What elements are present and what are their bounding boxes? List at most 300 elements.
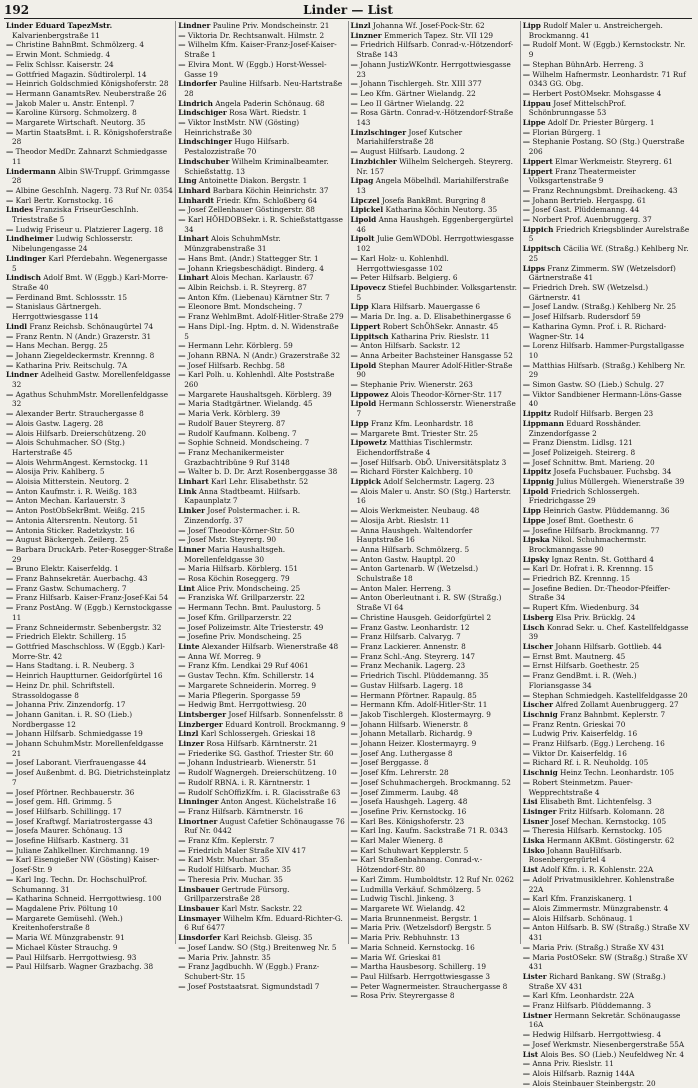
entry-details: Karl Mstr. Muchar. 35 <box>187 855 270 865</box>
entry-details: Maria Dr. Ing. a. D. Elisabethinergasse 6 <box>360 312 512 322</box>
directory-entry <box>6 894 173 904</box>
directory-entry <box>6 603 173 622</box>
directory-entry <box>6 758 173 768</box>
directory-entry <box>178 836 345 846</box>
directory-entry <box>351 332 518 342</box>
entry-name: — <box>350 428 358 438</box>
entry-name: — <box>178 215 186 225</box>
directory-entry <box>523 157 690 167</box>
directory-entry <box>523 749 690 759</box>
entry-name: — <box>350 826 358 836</box>
entry-details: Maria Wf. Grieskai 81 <box>360 952 442 962</box>
entry-details: Alois Gastw. Lagerg. 28 <box>15 418 104 428</box>
directory-entry <box>178 797 345 807</box>
entry-name: — <box>6 933 14 943</box>
directory-entry <box>523 953 690 972</box>
entry-details: Josefine Hilfsarb. Kastnerg. 31 <box>15 836 130 846</box>
directory-entry <box>178 623 345 633</box>
directory-entry <box>523 1079 690 1088</box>
directory-entry <box>523 797 690 807</box>
entry-name: Lindschuber <box>178 156 230 166</box>
entry-details: Franz Dienstm. Lidlsg. 121 <box>532 438 633 448</box>
directory-entry <box>6 293 173 303</box>
entry-name: — <box>350 952 358 962</box>
directory-entry <box>523 768 690 778</box>
directory-entry <box>523 778 690 797</box>
directory-entry <box>523 710 690 720</box>
entry-details: Franz Rechnungsbmt. Dreihackeng. 43 <box>532 185 678 195</box>
directory-entry <box>351 429 518 439</box>
directory-entry <box>523 574 690 584</box>
directory-entry <box>178 739 345 749</box>
directory-entry <box>351 361 518 380</box>
entry-name: — <box>6 69 14 79</box>
directory-entry <box>351 31 518 41</box>
entry-name: — <box>178 118 186 128</box>
directory-entry <box>6 962 173 972</box>
directory-entry <box>178 962 345 981</box>
entry-details: Jakob Maler u. Anstr. Entenpl. 7 <box>15 98 135 108</box>
entry-name: — <box>6 360 14 370</box>
directory-entry <box>178 157 345 176</box>
entry-details: Hermann GanamtsRev. Neuberstraße 26 <box>15 88 167 98</box>
entry-details: Franziska Wf. Grillparzerstr. 22 <box>187 593 305 603</box>
entry-details: Eduard Rosshänder. Zinzendorfgasse 2 <box>528 418 641 438</box>
entry-name: — <box>522 1039 531 1049</box>
entry-name: — <box>350 661 358 671</box>
directory-entry <box>351 351 518 361</box>
entry-name: — <box>350 719 358 729</box>
entry-details: Rudolf Wagnergeh. Dreierschützeng. 10 <box>187 768 337 778</box>
entry-details: Josef Polizeimstr. Alte Triesterstr. 49 <box>187 622 324 632</box>
entry-name: — <box>350 59 358 69</box>
directory-entry <box>178 652 345 662</box>
entry-details: Hermann Techn. Bmt. Paulustorg. 5 <box>187 603 321 613</box>
entry-details: Josef MittelschProf. Schönbrunngasse 53 <box>528 98 627 118</box>
entry-details: Viktor InstMstr. NW (Gösting) Heinrichstraße 30 <box>184 118 300 137</box>
entry-name: — <box>6 758 14 768</box>
directory-entry <box>351 846 518 856</box>
directory-entry <box>351 40 518 59</box>
directory-entry <box>6 855 173 874</box>
entry-details: Peter Wagnermeister. Strauchergasse 8 <box>360 981 508 991</box>
entry-name: — <box>350 991 358 1001</box>
directory-entry <box>178 778 345 788</box>
directory-entry <box>523 739 690 749</box>
directory-entry <box>351 108 518 127</box>
entry-name: — <box>522 748 531 758</box>
entry-name: Lipska <box>522 535 550 545</box>
directory-entry <box>6 661 173 671</box>
entry-details: Katharina Gymn. Prof. i. R. Richard-Wagner-Str. 14 <box>528 321 667 341</box>
entry-details: Wilhelm Hafnermstr. Leonhardstr. 71 Ruf 0343 GG. Obg. <box>528 69 686 89</box>
directory-entry <box>351 564 518 583</box>
entry-details: Franz Kfm. Leonhardstr. 18 <box>370 418 474 428</box>
entry-name: — <box>6 836 14 846</box>
entry-details: Karl HÖHDOBSekr. i. R. Schießstattgasse 34 <box>184 215 343 234</box>
entry-details: Maria Priv. Rebhuhnstr. 13 <box>360 933 460 943</box>
directory-entry <box>523 419 690 438</box>
entry-details: Josef gem. Hfl. Grimmg. 5 <box>15 797 112 807</box>
directory-entry <box>523 836 690 846</box>
directory-entry <box>351 855 518 874</box>
directory-entry <box>351 467 518 477</box>
directory-entry <box>178 710 345 720</box>
entry-name: — <box>178 535 186 545</box>
column-1 <box>4 21 176 972</box>
entry-name: Linhardt <box>178 195 214 205</box>
directory-entry <box>523 225 690 244</box>
entry-details: Hans Bmt. (Andr.) Stattegger Str. 1 <box>187 253 319 263</box>
entry-details: Josef Gast. Plüddemanng. 44 <box>532 205 640 215</box>
entry-name: Lipag <box>350 176 374 186</box>
entry-details: Anton Hilfsarb. Sackstr. 12 <box>360 341 461 351</box>
entry-name: — <box>6 962 14 972</box>
directory-entry <box>6 496 173 506</box>
directory-entry <box>178 875 345 885</box>
directory-entry <box>6 60 173 70</box>
entry-name: — <box>6 574 14 584</box>
entry-name: — <box>178 282 186 292</box>
directory-entry <box>351 205 518 215</box>
directory-entry <box>523 99 690 118</box>
entry-name: — <box>350 981 358 991</box>
entry-details: Karl Reichsb. Gleisg. 35 <box>223 933 313 943</box>
entry-name: Lindermann <box>6 166 56 176</box>
directory-entry <box>523 487 690 506</box>
entry-details: Sophie Schneid. Mondscheing. 7 <box>187 438 310 448</box>
entry-details: Franz Hilfsarb. Kärntnerstr. 16 <box>187 806 303 816</box>
entry-details: Johann Ziegeldeckermstr. Krennng. 8 <box>15 350 155 360</box>
directory-entry <box>6 205 173 224</box>
entry-details: Alois Hilfsarb. Schönaug. 1 <box>532 913 634 923</box>
directory-entry <box>351 749 518 759</box>
entry-name: — <box>6 118 14 128</box>
entry-details: Franz Bahnbmt. Keplerstr. 7 <box>560 709 666 719</box>
directory-entry <box>351 273 518 283</box>
directory-entry <box>178 322 345 341</box>
directory-entry <box>178 855 345 865</box>
entry-details: Josef Hilfsarb. Schillingg. 17 <box>15 806 122 816</box>
entry-name: — <box>522 903 531 913</box>
entry-name: Linzbichler <box>350 156 397 166</box>
entry-details: Kalvarienbergstraße 11 <box>12 30 100 40</box>
entry-name: — <box>522 651 531 661</box>
entry-details: Hugo Hilfsarb. Pestalozzistraße 70 <box>184 137 290 157</box>
entry-name: — <box>178 671 186 681</box>
entry-details: Karl Polh. u. Kohlenhdl. Alte Poststraße 260 <box>184 370 335 390</box>
entry-name: — <box>350 253 358 263</box>
entry-details: Anna Haushgeh. Eggenbergergürtel 46 <box>356 215 514 234</box>
directory-entry <box>351 962 518 972</box>
directory-entry <box>178 807 345 817</box>
entry-name: Linzl <box>350 21 371 30</box>
entry-name: Linsmayer <box>178 913 221 923</box>
entry-name: — <box>178 389 186 399</box>
entry-name: — <box>6 506 14 516</box>
entry-name: Lipickel <box>350 205 384 215</box>
entry-details: Josef Kfm. Lehrerstr. 28 <box>360 768 449 778</box>
entry-name: Lipold <box>350 360 377 370</box>
directory-entry <box>6 875 173 894</box>
entry-name: — <box>522 777 531 787</box>
directory-entry <box>523 390 690 409</box>
directory-entry <box>351 768 518 778</box>
entry-name: Lipp <box>522 506 541 516</box>
entry-details: Elmar Werkmeistr. Steyrerg. 61 <box>555 156 673 166</box>
entry-name: — <box>6 88 14 98</box>
entry-details: Anton Oberleutnant i. R. SW (Straßg.) Straße VI 64 <box>356 593 502 613</box>
entry-details: Alois SchuhmMstr. Münzgrabenstraße 31 <box>184 234 281 254</box>
entry-details: August Hilfsarb. Laudong. 2 <box>360 147 465 157</box>
entry-details: Maria Haushaltsgeh. Morellenfeldgasse 30 <box>184 544 286 564</box>
entry-details: Josef Landw. (Straßg.) Kehlberg Nr. 25 <box>532 302 677 312</box>
entry-name: Lisberg <box>522 612 554 622</box>
entry-details: Josef Zellenhauer Göstingerstr. 88 <box>187 205 315 215</box>
directory-entry <box>523 302 690 312</box>
entry-details: Gottfried Magazin. Südtirolerpl. 14 <box>15 69 147 79</box>
directory-entry <box>351 254 518 273</box>
entry-name: — <box>522 913 531 923</box>
directory-entry <box>178 264 345 274</box>
entry-name: Lipolt <box>350 234 375 244</box>
directory-entry <box>523 613 690 623</box>
directory-entry <box>178 370 345 389</box>
entry-name: — <box>178 438 186 448</box>
directory-entry <box>178 302 345 312</box>
entry-name: — <box>6 195 14 205</box>
entry-details: Martha Hausbesorg. Schillerg. 19 <box>360 962 487 972</box>
directory-entry <box>351 661 518 671</box>
entry-details: Anton Maler. Herreng. 3 <box>360 583 451 593</box>
entry-name: — <box>350 486 358 496</box>
directory-entry <box>523 264 690 283</box>
entry-details: Felix Schlssr. Kaiserstr. 24 <box>15 59 114 69</box>
entry-details: Hermann Sekretär. Schönaugasse 16A <box>528 1010 681 1030</box>
directory-entry <box>178 196 345 206</box>
entry-name: — <box>522 525 531 535</box>
entry-details: Maria PostOSekr. SW (Straßg.) Straße XV 431 <box>528 952 688 972</box>
directory-entry <box>523 322 690 341</box>
entry-details: Anna Wf. Morreg. 9 <box>187 651 261 661</box>
directory-entry <box>178 700 345 710</box>
entry-details: Friedrich Dreh. SW (Wetzelsd.) Gärtnerstr. 41 <box>528 282 649 302</box>
entry-details: Simon Gastw. SO (Lieb.) Schulg. 27 <box>532 380 665 390</box>
entry-name: — <box>350 729 358 739</box>
directory-entry <box>523 128 690 138</box>
directory-entry <box>351 477 518 487</box>
entry-details: Robert Steinmetzm. Pauer-Wepprechtstraße 4 <box>528 777 633 797</box>
entry-name: — <box>6 418 14 428</box>
entry-name: Lipczel <box>350 195 380 205</box>
entry-details: Heinz Techn. Leonhardstr. 105 <box>560 768 675 778</box>
directory-entry <box>178 749 345 759</box>
directory-entry <box>523 205 690 215</box>
entry-name: — <box>178 321 186 331</box>
directory-entry <box>351 157 518 176</box>
entry-name: Linhart <box>178 273 209 283</box>
entry-name: — <box>178 690 186 700</box>
entry-details: Johanna Wf. Josef-Pock-Str. 62 <box>372 21 485 30</box>
entry-name: Lipsky <box>522 554 550 564</box>
entry-details: Hermann Schlosserstr. Wienerstraße 7 <box>356 399 516 419</box>
entry-details: Rudolf Kaufmann. Kolbeng. 7 <box>187 428 297 438</box>
directory-entry <box>351 923 518 933</box>
entry-name: — <box>6 535 14 545</box>
entry-name: — <box>522 574 531 584</box>
directory-entry <box>6 477 173 487</box>
entry-name: — <box>522 1068 531 1078</box>
entry-details: Jakob Tischlergeh. Klostermayrg. 9 <box>360 709 491 719</box>
entry-details: Maria Schneid. Kernstockg. 16 <box>360 942 475 952</box>
entry-name: Lisi <box>522 797 538 807</box>
entry-details: Ernst Hilfsarb. Goethestr. 25 <box>532 661 640 671</box>
entry-name: — <box>522 127 531 137</box>
entry-details: Johann Metallarb. Richardg. 9 <box>360 729 473 739</box>
directory-entry <box>523 341 690 360</box>
directory-entry <box>523 671 690 690</box>
directory-entry <box>6 526 173 536</box>
entry-details: Fritz Hilfsarb. Kolomann. 28 <box>558 806 665 816</box>
entry-name: Lippert <box>350 321 381 331</box>
column-2 <box>176 21 348 991</box>
entry-name: — <box>178 360 186 370</box>
directory-entry <box>6 351 173 361</box>
entry-details: Margarete Bmt. Triester Str. 25 <box>360 428 479 438</box>
entry-details: Gustav Techn. Kfm. Schillerstr. 14 <box>187 671 315 681</box>
directory-entry <box>523 361 690 380</box>
entry-name: — <box>178 700 186 710</box>
entry-name: Lipold <box>522 486 549 496</box>
entry-details: Franz Kfm. Lendkai 29 Ruf 4061 <box>187 661 309 671</box>
directory-entry <box>523 894 690 904</box>
entry-name: — <box>6 816 14 826</box>
entry-details: Rudolf Hilfsarb. Muchar. 35 <box>187 865 292 875</box>
directory-entry <box>351 671 518 681</box>
entry-name: — <box>6 438 14 448</box>
entry-details: Franz Gastw. Leonhardstr. 12 <box>360 622 470 632</box>
entry-details: Johann Hilfsarb. Schmiedgasse 19 <box>15 729 143 739</box>
entry-name: — <box>350 525 358 535</box>
entry-name: — <box>350 515 358 525</box>
entry-details: Ludwig Schlosserstr. Nibelungengasse 24 <box>12 234 133 254</box>
entry-details: Josef Polizeigeh. Steirerg. 8 <box>532 447 636 457</box>
entry-details: Theodor MedDr. Zahnarzt Schmiedgasse 11 <box>12 147 168 166</box>
entry-name: Lischnig <box>522 709 558 719</box>
entry-name: — <box>178 622 186 632</box>
directory-entry <box>6 914 173 933</box>
entry-name: — <box>6 845 14 855</box>
entry-details: Magdalene Priv. Pöltung 10 <box>15 903 118 913</box>
entry-details: Alois Zimmermstr. Münzgrabenstr. 4 <box>532 903 669 913</box>
entry-details: Friedrich Maler Straße XIV 417 <box>187 845 306 855</box>
entry-name: — <box>522 302 531 312</box>
directory-entry <box>6 729 173 739</box>
entry-details: Wilhelm Kfm. Kaiser-Franz-Josef-Kaiser-Straße 1 <box>184 40 337 60</box>
entry-details: Richard Rf. i. R. Neuholdg. 105 <box>532 758 649 768</box>
entry-details: Christine Hausgeh. Geidorfgürtel 2 <box>360 612 492 622</box>
directory-entry <box>351 147 518 157</box>
entry-name: — <box>6 428 14 438</box>
entry-name: — <box>178 806 186 816</box>
entry-name: — <box>350 79 358 89</box>
entry-details: Bruno Elektr. Kaiserfeldg. 1 <box>15 564 119 574</box>
directory-entry <box>351 380 518 390</box>
directory-entry <box>351 632 518 642</box>
directory-entry <box>178 545 345 564</box>
entry-details: Alois Maler u. Anstr. SO (Stg.) Harterstr. 16 <box>356 486 511 506</box>
entry-name: Lippmann <box>522 418 564 428</box>
entry-details: Franz Hilfsarb. Calvaryg. 7 <box>360 632 461 642</box>
entry-details: Johann Bertrieb. Hergaspg. 61 <box>532 195 647 205</box>
entry-name: — <box>178 418 186 428</box>
entry-name: — <box>522 1078 531 1088</box>
entry-details: Leo II Gärtner Wielandg. 22 <box>360 98 465 108</box>
directory-entry <box>178 312 345 322</box>
entry-name: — <box>178 205 186 215</box>
entry-name: — <box>350 622 358 632</box>
directory-entry <box>351 953 518 963</box>
directory-entry <box>178 691 345 701</box>
entry-name: — <box>522 185 531 195</box>
entry-name: Linzl <box>178 729 199 739</box>
entry-name: — <box>522 603 531 613</box>
directory-entry <box>178 681 345 691</box>
entry-details: Viktoria Dr. Rechtsanwalt. Hilmstr. 2 <box>187 30 325 40</box>
entry-details: Stephan BühnArb. Herreng. 3 <box>532 59 644 69</box>
directory-entry <box>178 817 345 836</box>
entry-name: — <box>350 845 358 855</box>
directory-entry <box>351 555 518 565</box>
directory-entry <box>523 1069 690 1079</box>
entry-details: Florian Bürgerg. 1 <box>532 127 602 137</box>
entry-name: Lippnig <box>522 477 555 487</box>
directory-entry <box>351 826 518 836</box>
directory-entry <box>178 943 345 953</box>
entry-details: Angela Paderin Schönaug. 68 <box>215 98 325 108</box>
directory-entry <box>351 817 518 827</box>
directory-entry <box>351 972 518 982</box>
entry-details: August Bäckergeh. Zeilerg. 25 <box>15 535 129 545</box>
entry-details: Franz GendBmt. i. R. (Weh.) Floriansgasse 34 <box>528 671 637 690</box>
directory-entry <box>351 399 518 418</box>
entry-name: — <box>522 457 531 467</box>
entry-name: Linker <box>178 506 206 516</box>
entry-name: — <box>6 544 14 554</box>
entry-name: — <box>350 806 358 816</box>
directory-entry <box>6 186 173 196</box>
directory-entry <box>178 448 345 467</box>
directory-entry <box>6 332 173 342</box>
entry-details: Ernst Bmt. Mautnerg. 45 <box>532 651 626 661</box>
directory-entry <box>523 914 690 924</box>
entry-details: Rudolf Hilfsarb. Bergen 23 <box>553 409 654 419</box>
directory-entry <box>523 875 690 894</box>
entry-name: — <box>522 1030 531 1040</box>
entry-details: Anna Haushgeh. Waltendorfer Hauptstraße 16 <box>356 525 473 545</box>
entry-details: Antonia Altersrentn. Neutorg. 51 <box>15 515 139 525</box>
directory-entry <box>178 118 345 137</box>
entry-name: — <box>178 787 186 797</box>
entry-name: — <box>6 603 14 613</box>
directory-entry <box>523 60 690 70</box>
entry-name: — <box>178 777 186 787</box>
directory-entry <box>523 477 690 487</box>
entry-details: Karl Holz- u. Kohlenhdl. Herrgottwiesgasse 102 <box>356 253 449 273</box>
entry-name: Lipp <box>350 418 369 428</box>
directory-entry <box>351 545 518 555</box>
entry-name: — <box>178 952 186 962</box>
